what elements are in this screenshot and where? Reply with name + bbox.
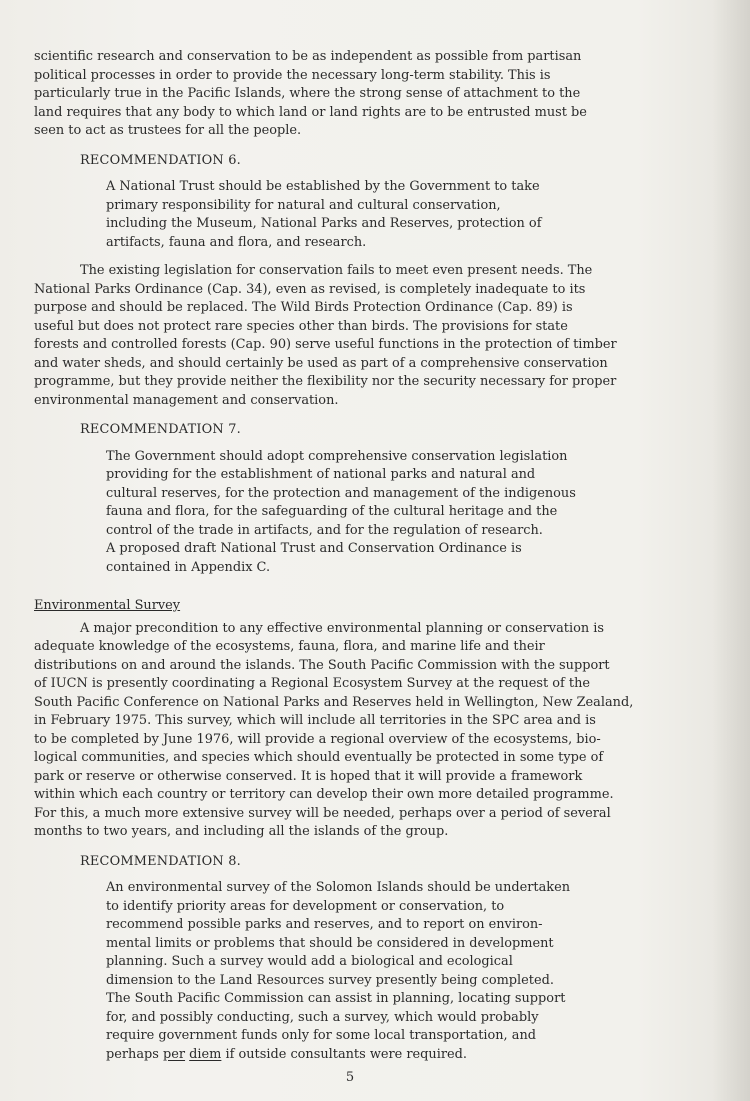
section-title-environmental-survey: Environmental Survey bbox=[34, 598, 181, 613]
recommendation-8-text: An environmental survey of the Solomon Islands should be undertaken to identify priority areas for development or conservation, to recommend possible parks and reserves, and to report on environ- mental limits or problems that should be considered in development planning. Such a survey would add a biological and ecological dimension to the Land Resources survey presently being completed. The South Pacific Commission can assist in planning, locating support for, and possibly conducting, such a survey, which would probably require government funds only for some local transportation, and perhaps bbox=[106, 880, 571, 1062]
recommendation-8-body bbox=[106, 879, 722, 1064]
survey-paragraph: A major precondition to any effective environmental planning or conservation is adequate knowledge of the ecosystems, fauna, flora, and marine life and their distributions on and around the islands. The South Pacific Commission with the support of IUCN is presently coordinating a Regional Ecosystem Survey at the request of the South Pacific Conference on National Parks and Reserves held in Wellington, New Zealand, in February 1975. This survey, which will include all territories in the SPC area and is to be completed by June 1976, will provide a regional overview of the ecosystems, bio- logical communities, and species which should eventually be protected in some type of park or reserve or otherwise conserved. It is hoped that it will provide a framework within which each country or territory can develop their own more detailed programme. For this, a much more extensive survey will be needed, perhaps over a period of several months to two years, and including all the islands of the group. bbox=[34, 620, 634, 839]
diem-underlined: diem bbox=[189, 1046, 222, 1062]
recommendation-7-body: The Government should adopt comprehensive conservation legislation providing for the establishment of national parks and natural and cultural reserves, for the protection and management of the indigenous fauna and flora, for the safeguarding of the cultural heritage and the control of the trade in artifacts, and for the regulation of research. A proposed draft National Trust and Conservation Ordinance is contained in Appendix C. bbox=[106, 448, 576, 575]
page-number: 5 bbox=[345, 1070, 355, 1085]
recommendation-6-body: A National Trust should be established by the Government to take primary responsibility for natural and cultural conservation, including the Museum, National Parks and Reserves, protection of artifacts, fauna and flora, and research. bbox=[106, 179, 542, 250]
per-underlined: per bbox=[163, 1046, 186, 1062]
recommendation-8-tail: if outside consultants were required. bbox=[221, 1046, 467, 1062]
document-body bbox=[34, 48, 722, 1074]
legislation-paragraph: The existing legislation for conservation fails to meet even present needs. The National Parks Ordinance (Cap. 34), even as revised, is completely inadequate to its purpose and should be replaced. The Wild Birds Protection Ordinance (Cap. 89) is useful but does not protect rare species other than birds. The provisions for state forests and controlled forests (Cap. 90) serve useful functions in the protection of timber and water sheds, and should certainly be used as part of a comprehensive conservation programme, but they provide neither the flexibility nor the security necessary for proper environmental management and conservation. bbox=[34, 263, 617, 408]
intro-paragraph: scientific research and conservation to be as independent as possible from partisan political processes in order to provide the necessary long-term stability. This is particularly true in the Pacific Islands, where the strong sense of attachment to the land requires that any body to which land or land rights are to be entrusted must be seen to act as trustees for all the people. bbox=[34, 49, 587, 138]
recommendation-7-heading: RECOMMENDATION 7. bbox=[80, 422, 241, 437]
recommendation-8-heading: RECOMMENDATION 8. bbox=[80, 853, 241, 869]
recommendation-6-heading: RECOMMENDATION 6. bbox=[80, 152, 241, 168]
